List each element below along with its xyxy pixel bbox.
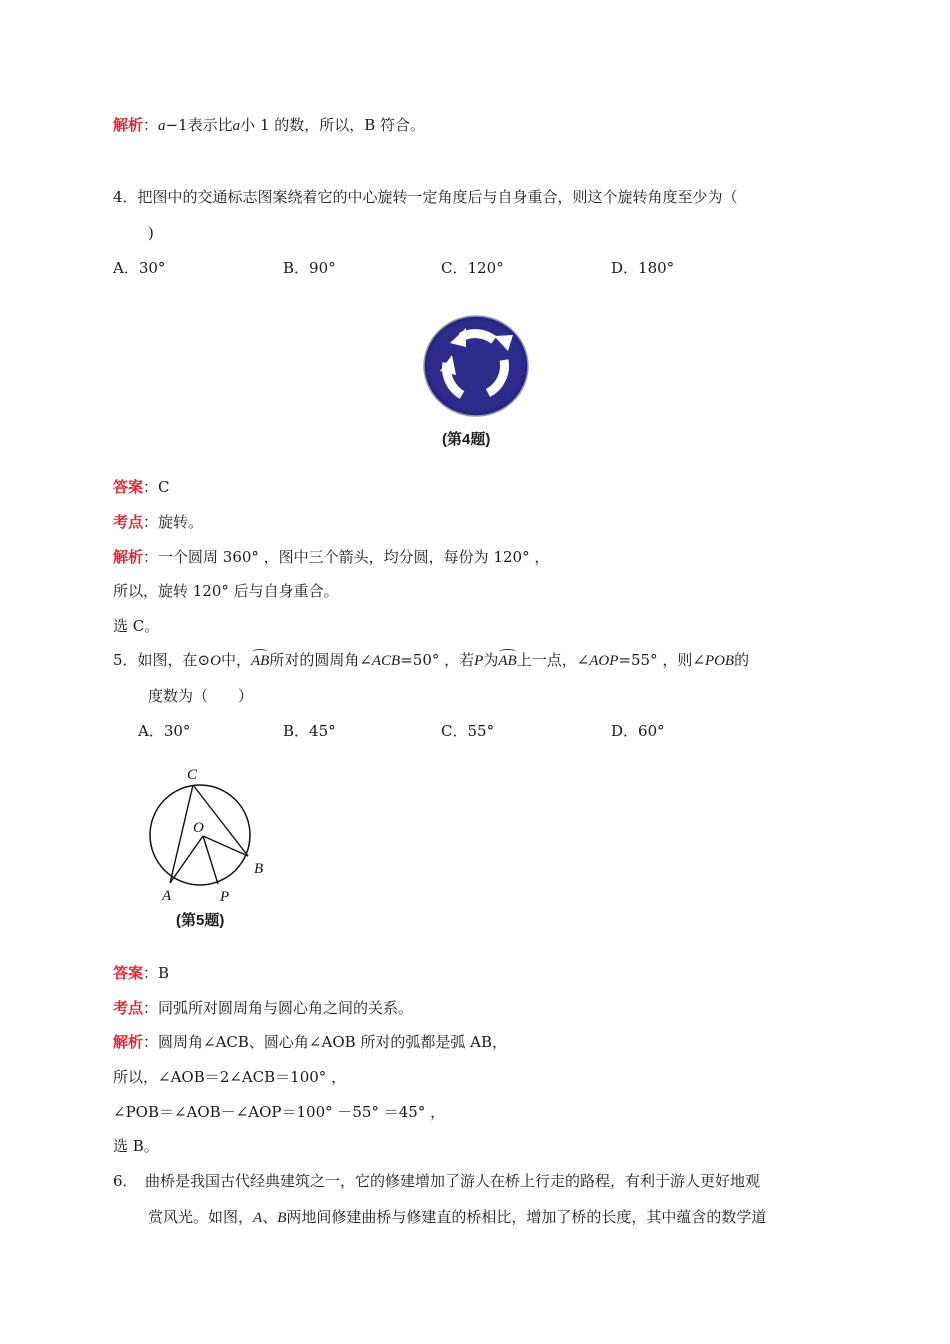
q5-stem-cont: 度数为（ ） xyxy=(148,687,254,705)
q4-figure-caption: (第4题) xyxy=(442,431,491,448)
q4-option-d: D．180° xyxy=(611,259,675,277)
point-c-label: C xyxy=(187,767,198,783)
chord-ca xyxy=(170,785,193,883)
q5-option-c: C．55° xyxy=(441,722,495,740)
q4-stem-cont: ) xyxy=(148,224,154,242)
q5-answer: 答案：B xyxy=(113,964,170,982)
q4-point: 考点：旋转。 xyxy=(113,513,204,531)
q4-analysis-line3: 选 C。 xyxy=(113,617,160,635)
q5-figure-caption: (第5题) xyxy=(176,912,225,929)
q5-option-d: D．60° xyxy=(611,722,665,740)
q5-option-b: B．45° xyxy=(283,722,336,740)
arc-ab: AB xyxy=(250,653,270,669)
q5-analysis-line4: 选 B。 xyxy=(113,1137,159,1155)
q5-stem: 5．如图，在⊙O中，AB所对的圆周角∠ACB=50° ，若P为AB上一点，∠AOP=55° ，则∠POB的 xyxy=(113,651,750,669)
arc-ab: AB xyxy=(498,653,517,669)
point-b-label: B xyxy=(254,861,264,877)
q4-option-b: B．90° xyxy=(283,259,336,277)
q4-option-a: A．30° xyxy=(113,259,166,277)
radius-ob xyxy=(203,836,248,856)
q5-analysis-line2: 所以，∠AOB＝2∠ACB＝100° ， xyxy=(113,1068,347,1086)
q3-analysis-line: 解析：a−1表示比a小 1 的数，所以，B 符合。 xyxy=(113,116,426,134)
analysis-label: 解析 xyxy=(113,116,144,134)
point-o-label: O xyxy=(193,820,204,836)
q4-stem: 4．把图中的交通标志图案绕着它的中心旋转一定角度后与自身重合，则这个旋转角度至少为（ xyxy=(113,188,738,206)
q4-answer: 答案：C xyxy=(113,478,170,496)
q6-stem-cont: 赏风光。如图，A、B两地间修建曲桥与修建直的桥相比，增加了桥的长度，其中蕴含的数学道 xyxy=(148,1208,767,1226)
roundabout-sign-figure xyxy=(420,313,532,423)
q5-point: 考点：同弧所对圆周角与圆心角之间的关系。 xyxy=(113,999,414,1017)
point-a-label: A xyxy=(162,888,172,904)
radius-op xyxy=(203,836,218,884)
q4-analysis-line2: 所以，旋转 120° 后与自身重合。 xyxy=(113,582,339,600)
q4-option-c: C．120° xyxy=(441,259,504,277)
q6-stem: 6． 曲桥是我国古代经典建筑之一，它的修建增加了游人在桥上行走的路程，有利于游人更好地观 xyxy=(113,1172,761,1190)
q4-analysis: 解析：一个圆周 360° ，图中三个箭头，均分圆，每份为 120° ， xyxy=(113,548,550,566)
circle-geometry-figure xyxy=(140,760,280,914)
q5-option-a: A．30° xyxy=(138,722,191,740)
q5-analysis: 解析：圆周角∠ACB、圆心角∠AOB 所对的弧都是弧 AB， xyxy=(113,1033,508,1051)
point-p-label: P xyxy=(220,889,230,905)
q5-analysis-line3: ∠POB＝∠AOB－∠AOP＝100° －55° ＝45° ， xyxy=(113,1103,446,1121)
